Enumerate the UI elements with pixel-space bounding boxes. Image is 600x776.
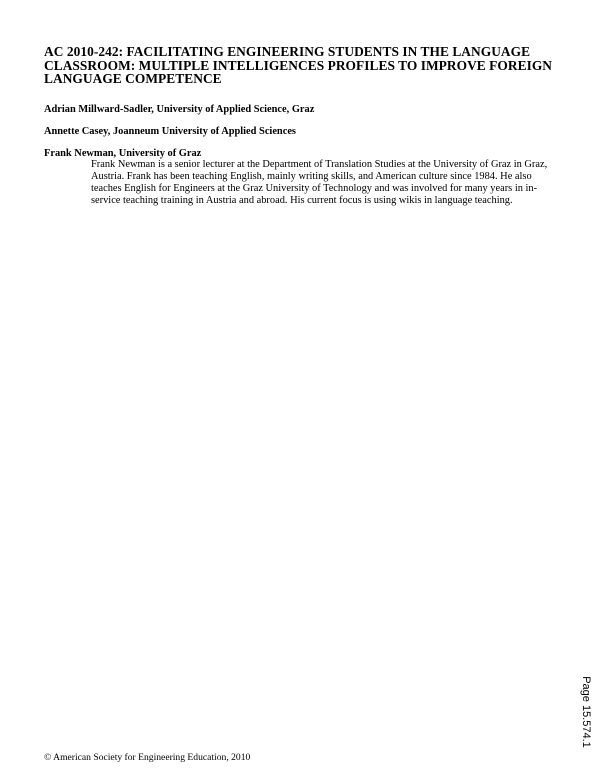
copyright-footer: © American Society for Engineering Education, 2010 xyxy=(44,752,251,763)
page-number-margin xyxy=(578,672,594,752)
author-line-2: Annette Casey, Joanneum University of Applied Sciences xyxy=(44,126,296,137)
paper-title: AC 2010-242: FACILITATING ENGINEERING STUDENTS IN THE LANGUAGE CLASSROOM: MULTIPLE INTELLIGENCES PROFILES TO IMPROVE FOREIGN LANGUAGE COMPETENCE xyxy=(44,44,553,86)
page-number-label: Page 15.574.1 xyxy=(580,676,592,748)
author-line-1: Adrian Millward-Sadler, University of Applied Science, Graz xyxy=(44,104,315,115)
author-bio: Frank Newman is a senior lecturer at the Department of Translation Studies at the University of Graz in Graz, Austria. Frank has been teaching English, mainly writing skills, and American culture since 1984. He also teaches English for Engineers at the Graz University of Technology and was involved for many years in in-service teaching training in Austria and abroad. His current focus is using wikis in language teaching. xyxy=(91,159,548,206)
author-line-3: Frank Newman, University of Graz xyxy=(44,148,202,159)
